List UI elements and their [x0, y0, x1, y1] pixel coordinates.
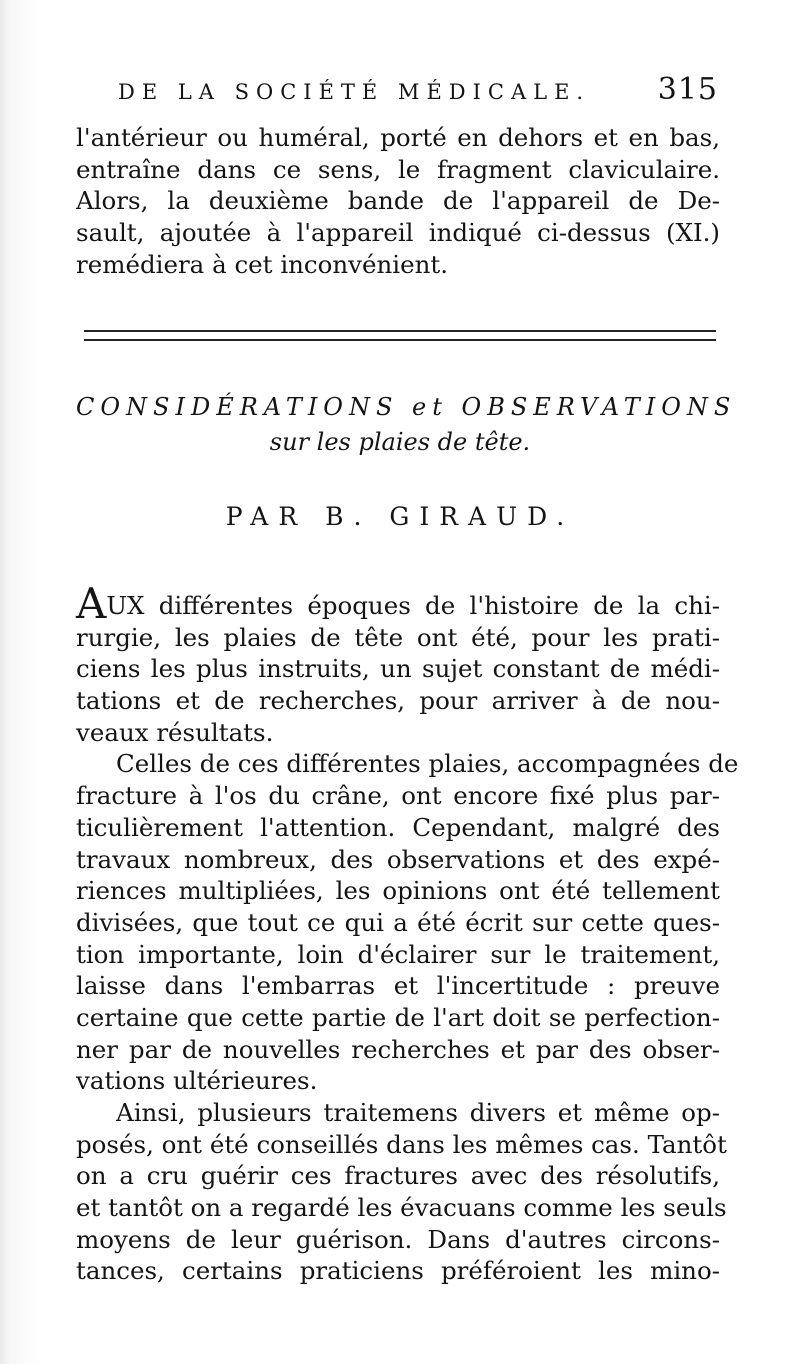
text-line: rurgie, les plaies de tête ont été, pour les prati-: [76, 622, 720, 652]
text-line: moyens de leur guérison. Dans d'autres circons-: [76, 1224, 720, 1254]
running-head: [118, 72, 718, 107]
text-line: tations et de recherches, pour arriver à de nou-: [76, 686, 720, 716]
continuation-paragraph: [76, 122, 720, 280]
text-line: travaux nombreux, des observations et des expé-: [76, 844, 720, 874]
text-line: et tantôt on a regardé les évacuans comme les seuls: [76, 1193, 727, 1223]
text-line: sault, ajoutée à l'appareil indiqué ci-dessus (XI.): [76, 218, 720, 248]
text-line: [76, 579, 720, 628]
text-line: ciens les plus instruits, un sujet constant de médi-: [76, 654, 720, 684]
text-line: vations ultérieures.: [76, 1066, 318, 1096]
article-subtitle: sur les plaies de tête.: [269, 428, 531, 456]
text-line: Celles de ces différentes plaies, accompagnées de: [116, 749, 739, 779]
section-divider: [84, 330, 716, 341]
text-line: on a cru guérir ces fractures avec des résolutifs,: [76, 1161, 720, 1191]
text-line: tances, certains praticiens préféroient les mino-: [76, 1256, 720, 1286]
text-line: remédiera à cet inconvénient.: [76, 249, 449, 279]
text-line: certaine que cette partie de l'art doit se perfection-: [76, 1002, 720, 1032]
article-title: CONSIDÉRATIONS et OBSERVATIONS: [76, 393, 737, 421]
text-line: Ainsi, plusieurs traitemens divers et même op-: [116, 1098, 720, 1127]
text-line: divisées, que tout ce qui a été écrit sur cette ques-: [76, 907, 720, 937]
text-line: fracture à l'os du crâne, ont encore fixé plus par-: [76, 781, 720, 811]
text-line: riences multipliées, les opinions ont été tellement: [76, 876, 720, 906]
drop-cap: A: [76, 579, 107, 628]
text-line: l'antérieur ou huméral, porté en dehors et en bas,: [76, 123, 720, 152]
article-body: [76, 579, 739, 1287]
running-head-title: DE LA SOCIÉTÉ MÉDICALE.: [118, 80, 591, 104]
text-line: Alors, la deuxième bande de l'appareil de De-: [76, 186, 720, 216]
text-line: laisse dans l'embarras et l'incertitude : preuve: [76, 971, 720, 1001]
text-line: posés, ont été conseillés dans les mêmes cas. Tantôt: [76, 1129, 727, 1159]
page-number: 315: [657, 72, 718, 107]
article-byline: PAR B. GIRAUD.: [225, 502, 575, 531]
text-line: tion importante, loin d'éclairer sur le traitement,: [76, 939, 720, 969]
text-line: ner par de nouvelles recherches et par des obser-: [76, 1034, 720, 1064]
text-line-rest: UX différentes époques de l'histoire de la chi-: [106, 591, 720, 620]
text-line: veaux résultats.: [76, 717, 274, 747]
text-line: ticulièrement l'attention. Cependant, malgré des: [76, 812, 720, 842]
text-line: entraîne dans ce sens, le fragment claviculaire.: [76, 154, 720, 184]
